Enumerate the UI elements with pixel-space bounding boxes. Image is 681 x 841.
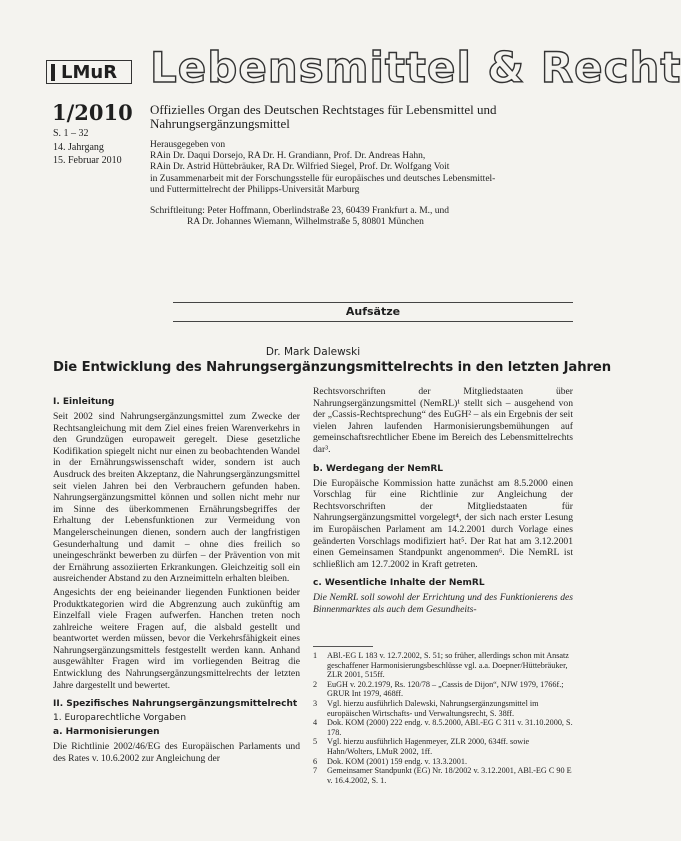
heading-werdegang: b. Werdegang der NemRL: [313, 463, 443, 474]
editors-line: und Futtermittelrecht der Philipps-Universität Marburg: [150, 184, 360, 195]
issue-date: 15. Februar 2010: [53, 155, 122, 166]
editors-label: Herausgegeben von: [150, 140, 226, 150]
paragraph: Die Europäische Kommission hatte zunächst am 8.5.2000 einen Vorschlag für eine Richtlinie zur Angleichung der Rechtsvorschriften der Mitgliedstaaten für Nahrungsergänzungsmittel vorgelegt⁴, der sich nach erster Lesung im Europäischen Parlament am 14.2.2001 durch Vorlage eines geänderten Vorschlags modifiziert hat⁵. Der Rat hat am 3.12.2001 einen Gemeinsamen Standpunkt angenommen⁶. Die NemRL ist schließlich am 12.7.2002 in Kraft getreten.: [313, 477, 573, 570]
footnotes: [313, 651, 573, 785]
editors-line: RAin Dr. Daqui Dorsejo, RA Dr. H. Grandiann, Prof. Dr. Andreas Hahn,: [150, 151, 426, 162]
official-organ: Offizielles Organ des Deutschen Rechtstages für Lebensmittel und Nahrungsergänzungsmittel: [150, 102, 497, 131]
paragraph: Rechtsvorschriften der Mitgliedstaaten über Nahrungsergänzungsmittel (NemRL)¹ stellt sich – ausgehend von der „Cassis-Rechtsprechung“ des EuGH² – als ein Ergebnis der seit vielen Jahren laufenden Harmonisierungsbemühungen auf gemeinschaftsrechtlicher Ebene im Bereich des Lebensmittelrechts dar³.: [313, 386, 573, 455]
left-column: [53, 397, 300, 764]
footnote: 6 Dok. KOM (2001) 159 endg. v. 13.3.2001.: [313, 756, 468, 766]
footnote: 2 EuGH v. 20.2.1979, Rs. 120/78 – „Cassis de Dijon“, NJW 1979, 1766f.; GRUR Int 1979, 468ff.: [313, 679, 564, 699]
logo-text: LMuR: [61, 61, 118, 83]
section-label: Aufsätze: [345, 305, 401, 318]
footnote: 3 Vgl. hierzu ausführlich Dalewski, Nahrungsergänzungsmittel im europäischen Wirtschafts- und Verwaltungsrecht, S. 38ff.: [313, 698, 539, 718]
editorial-line: RA Dr. Johannes Wiemann, Wilhelmstraße 5, 80801 München: [187, 217, 424, 228]
article-author: Dr. Mark Dalewski: [265, 346, 361, 358]
paragraph: Angesichts der eng beieinander liegenden Funktionen beider Produktkategorien wird die Abgrenzung auch zukünftig am Einzelfall viele Fragen aufwerfen. Hanchen treten noch zahlreiche weitere Fragen auf, die alsbald gestellt und beantwortet werden müssen, bevor die Verkehrsfähigkeit eines Nahrungsergänzungsmittels festgestellt werden kann. Anhand ausgewählter Fragen wird im vorliegenden Beitrag die Entwicklung des Nahrungsergänzungsmittelrechts der letzten Jahre dargestellt und bewertet.: [53, 586, 300, 691]
footnote: 4 Dok. KOM (2000) 222 endg. v. 8.5.2000, ABl.-EG C 311 v. 31.10.2000, S. 178.: [313, 718, 573, 737]
paragraph: Die Richtlinie 2002/46/EG des Europäischen Parlaments und des Rates v. 10.6.2002 zur Angleichung der: [53, 741, 300, 764]
section-rule-bottom: [173, 321, 573, 322]
editors-block: [150, 140, 500, 196]
editorial-line: Schriftleitung: Peter Hoffmann, Oberlindstraße 23, 60439 Frankfurt a. M., und: [150, 206, 450, 216]
logo-bar-icon: [51, 64, 55, 81]
editors-line: RAin Dr. Astrid Hüttebräuker, RA Dr. Wilfried Siegel, Prof. Dr. Wolfgang Voit: [150, 162, 450, 173]
paragraph: Seit 2002 sind Nahrungsergänzungsmittel zum Zwecke der Rechtsangleichung mit dem Ziel eines freien Warenverkehrs in den Grundzügen europaweit geregelt. Diese gesetzliche Kodifikation spiegelt nicht nur einen zu beobachtenden Wandel in der Ernährungswissenschaft wider, sondern ist auch Ausdruck des breiten Akzeptanz, die Nahrungsergänzungsmittel seit vielen Jahren bei den Verbrauchern gefunden haben. Nahrungsergänzungsmittel können und sollen nicht mehr nur im Sinne des überkommenen Ernährungsbegriffes der Erhaltung der Lebensfunktionen zur Vermeidung von Mangelerscheinungen dienen, sondern auch der langfristigen Gesunderhaltung und damit – ohne dies freilich so uneingeschränkt bewerben zu dürfen – der Prävention von mit der Ernährung assoziierten Erkrankungen. Gleichzeitig soll ein ausreichender Abstand zu den Arzneimitteln erhalten bleiben.: [53, 411, 300, 585]
heading-einleitung: I. Einleitung: [53, 397, 115, 407]
issue-number: 1/2010: [52, 100, 133, 125]
editors-line: in Zusammenarbeit mit der Forschungsstelle für europäisches und deutsches Lebensmittel-: [150, 173, 496, 184]
heading-europarecht: 1. Europarechtliche Vorgaben: [53, 713, 187, 724]
article-title: Die Entwicklung des Nahrungsergänzungsmittelrechts in den letzten Jahren: [53, 360, 612, 375]
right-column: [313, 386, 573, 616]
journal-logo: [46, 60, 132, 84]
section-rule-top: [173, 302, 573, 303]
footnote: 1 ABl.-EG L 183 v. 12.7.2002, S. 51; so früher, allerdings schon mit Ansatz geschaffener Harmonisierungsbeschlüsse vgl. a.a. Doepner/Hüttebräuker, ZLR 2001, 515ff.: [313, 651, 569, 680]
issue-volume: 14. Jahrgang: [53, 142, 104, 153]
editorial-office: [150, 206, 510, 229]
heading-harmonisierungen: a. Harmonisierungen: [53, 727, 160, 738]
heading-spezifisch: II. Spezifisches Nahrungsergänzungsmittelrecht: [53, 699, 298, 710]
issue-pages: S. 1 – 32: [53, 128, 89, 139]
heading-inhalte: c. Wesentliche Inhalte der NemRL: [313, 578, 485, 589]
footnote: 5 Vgl. hierzu ausführlich Hagenmeyer, ZLR 2000, 634ff. sowie Hahn/Wolters, LMuR 2002, 1ff.: [313, 737, 530, 756]
footnote: 7 Gemeinsamer Standpunkt (EG) Nr. 18/2002 v. 3.12.2001, ABl.-EG C 90 E v. 16.4.2002, S. 1.: [313, 766, 572, 785]
paragraph: Die NemRL soll sowohl der Errichtung und des Funktionierens des Binnenmarktes als auch dem Gesundheits-: [313, 592, 573, 615]
footnote-separator: [313, 646, 373, 647]
journal-title: Lebensmittel & Recht: [150, 43, 681, 92]
